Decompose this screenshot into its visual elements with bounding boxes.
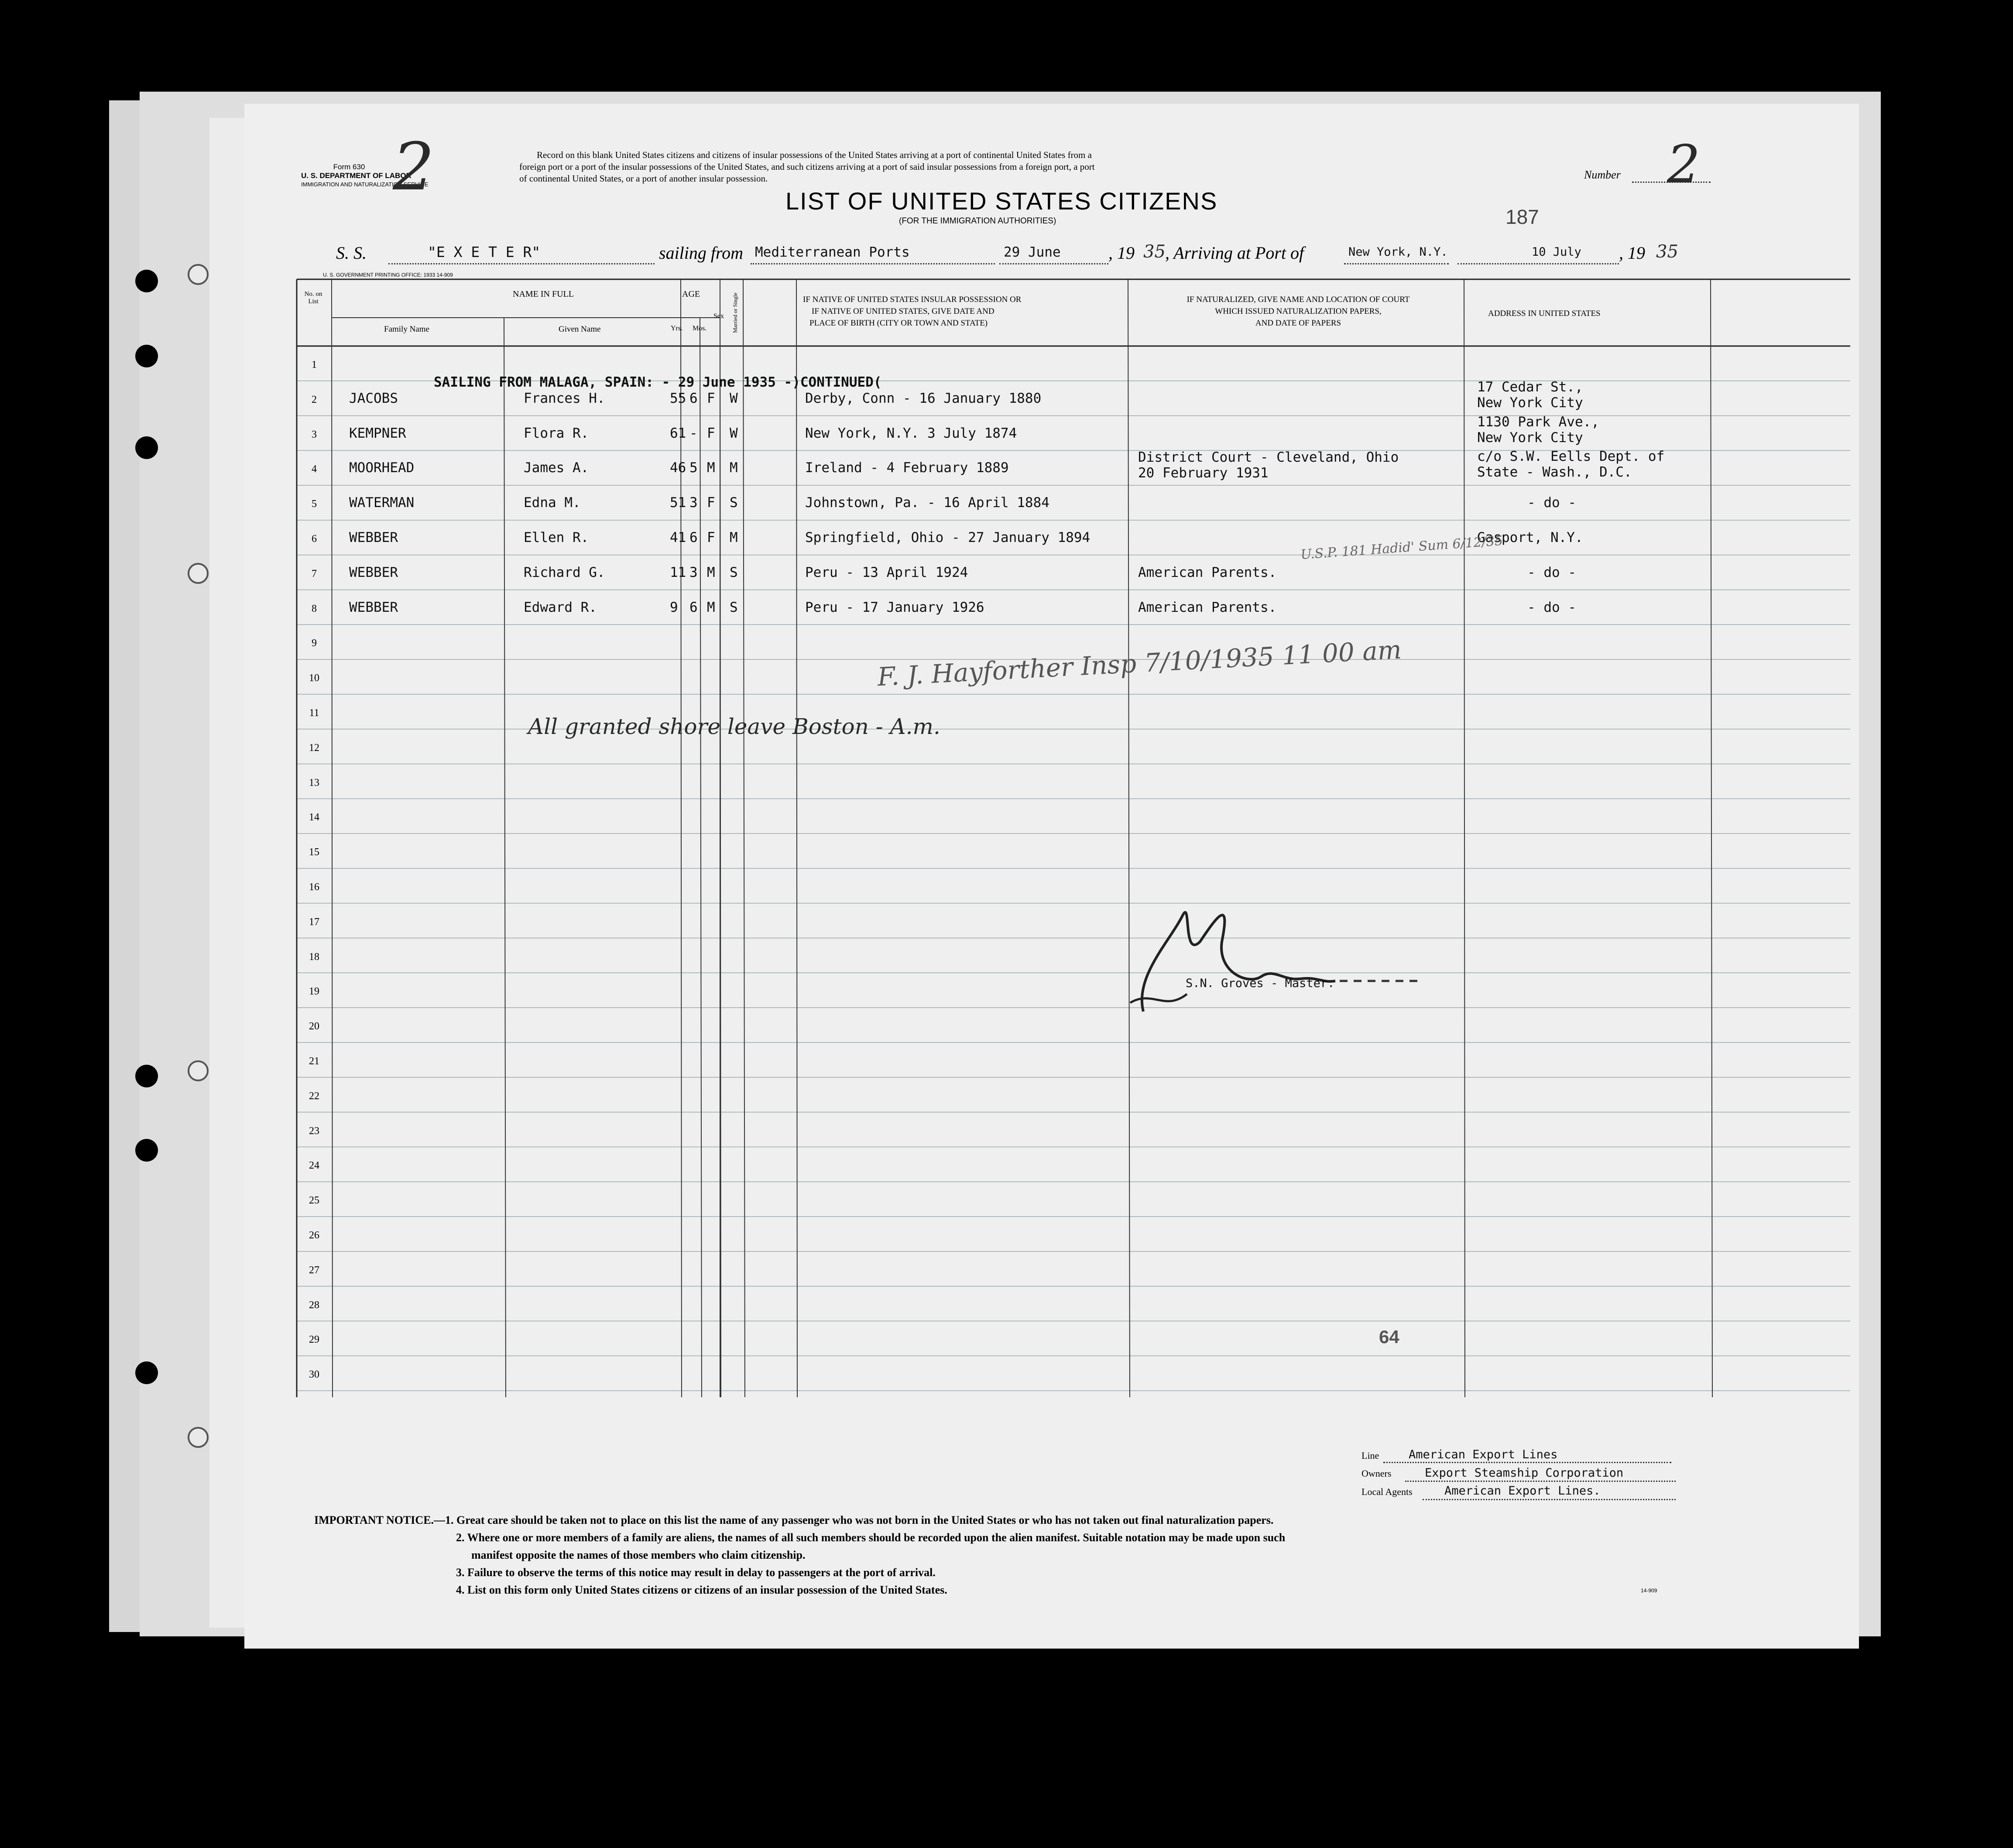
row-number: 26	[309, 1230, 319, 1241]
row-number: 1	[312, 359, 317, 370]
given-name-cell: Richard G.	[524, 564, 605, 580]
notice-item: 4. List on this form only United States citizens or citizens of an insular possession of the United States.	[456, 1584, 947, 1596]
family-name-cell: WATERMAN	[349, 495, 415, 511]
important-notice	[314, 1512, 1285, 1599]
age-months-cell: -	[689, 425, 698, 441]
notice-item: manifest opposite the names of those members who claim citizenship.	[471, 1549, 806, 1561]
arriving-label: , Arriving at Port of	[1165, 243, 1304, 263]
sex-cell: F	[707, 530, 715, 545]
birth-cell: Ireland - 4 February 1889	[805, 460, 1009, 476]
number-value: 2	[1667, 134, 1701, 195]
given-name-cell: Frances H.	[524, 390, 605, 406]
row-number: 6	[312, 533, 317, 545]
given-name-cell: Ellen R.	[524, 530, 589, 545]
row-number: 29	[309, 1334, 319, 1346]
binder-hole-ring	[188, 563, 209, 584]
header-naturalized-line: WHICH ISSUED NATURALIZATION PAPERS,	[1215, 307, 1382, 316]
marital-status-cell: M	[730, 530, 738, 545]
sex-cell: M	[707, 599, 715, 615]
row-number: 30	[309, 1369, 319, 1381]
page-number: 64	[1379, 1327, 1399, 1347]
owners-value: Export Steamship Corporation	[1425, 1466, 1624, 1480]
departure-date: 29 June	[1004, 244, 1061, 260]
row-number: 22	[309, 1090, 319, 1102]
form-number: Form 630	[333, 163, 365, 171]
row-number: 17	[309, 916, 319, 928]
header-married-or-single: Married or Single	[732, 292, 738, 333]
column-line	[1711, 279, 1712, 1397]
binder-hole	[135, 436, 158, 459]
family-name-cell: WEBBER	[349, 564, 398, 580]
sex-cell: F	[707, 425, 715, 441]
column-line	[1128, 279, 1130, 1397]
row6-annotation: U.S.P. 181 Hadid' Sum 6/12/35	[1300, 533, 1504, 563]
given-name-cell: Edna M.	[524, 495, 581, 511]
birth-cell: Springfield, Ohio - 27 January 1894	[805, 530, 1091, 545]
age-months-cell: 6	[689, 599, 698, 615]
notice-item: —1. Great care should be taken not to place on this list the name of any passenger who was not born in the United States or who has not taken out final naturalization papers.	[434, 1514, 1274, 1526]
family-name-cell: JACOBS	[349, 390, 398, 406]
header-birth-line: IF NATIVE OF UNITED STATES INSULAR POSSESSION OR	[803, 295, 1022, 304]
age-years-cell: 46	[670, 460, 686, 476]
agents-underline	[1423, 1499, 1676, 1500]
header-given-name: Given Name	[559, 325, 601, 334]
header-no-on-list: No. on List	[304, 291, 322, 305]
column-line	[796, 279, 797, 1397]
header-birth-line: PLACE OF BIRTH (CITY OR TOWN AND STATE)	[809, 319, 988, 328]
naturalized-cell: American Parents.	[1138, 564, 1277, 580]
family-name-cell: WEBBER	[349, 599, 398, 615]
header-birth-line: IF NATIVE OF UNITED STATES, GIVE DATE AND	[812, 307, 994, 316]
notice-item: 2. Where one or more members of a family are aliens, the names of all such members should be recorded upon the alien manifest. Suitable notation may be made upon such	[456, 1531, 1286, 1544]
given-name-cell: Edward R.	[524, 599, 597, 615]
birth-cell: Peru - 13 April 1924	[805, 564, 968, 580]
arrival-year-prefix: , 19	[1619, 243, 1645, 263]
row-number: 24	[309, 1160, 319, 1172]
master-signature	[1117, 889, 1423, 1033]
notice-item: 3. Failure to observe the terms of this notice may result in delay to passengers at the port of arrival.	[456, 1566, 936, 1579]
handwritten-corner-number: 2	[393, 129, 435, 205]
column-line	[332, 279, 333, 1397]
header-naturalized-line: AND DATE OF PAPERS	[1255, 319, 1341, 328]
birth-cell: Derby, Conn - 16 January 1880	[805, 390, 1042, 406]
column-line	[1464, 279, 1465, 1397]
agents-label: Local Agents	[1361, 1486, 1413, 1497]
sex-cell: M	[707, 460, 715, 476]
marital-status-cell: S	[730, 599, 738, 615]
header-mos: Mos.	[693, 325, 707, 332]
sex-cell: M	[707, 564, 715, 580]
column-line	[743, 279, 745, 1397]
birth-cell: Peru - 17 January 1926	[805, 599, 984, 615]
address-cell: New York City	[1477, 429, 1583, 446]
header-birth-block	[803, 294, 1021, 329]
arrival-year: 35	[1656, 242, 1678, 262]
inspector-annotation: F. J. Hayforther Insp 7/10/1935 11 00 am	[877, 634, 1403, 692]
address-cell: State - Wash., D.C.	[1477, 464, 1632, 480]
row-number: 13	[309, 777, 319, 789]
header-naturalized-block	[1132, 294, 1464, 329]
age-months-cell: 5	[689, 460, 698, 476]
row-number: 2	[312, 394, 317, 405]
age-years-cell: 61	[670, 425, 686, 441]
number-label: Number	[1584, 168, 1621, 181]
header-sex: Sex	[713, 312, 724, 320]
sex-cell: F	[707, 495, 715, 511]
row-number: 5	[312, 498, 317, 510]
binder-hole-ring	[188, 1060, 209, 1081]
owners-label: Owners	[1361, 1468, 1392, 1479]
row-number: 12	[309, 742, 319, 754]
naturalized-cell: District Court - Cleveland, Ohio	[1138, 449, 1399, 466]
record-instructions-line: Record on this blank United States citizens and citizens of insular possessions of the United States arriving at a port of continental United States from a	[537, 150, 1092, 160]
family-name-cell: MOORHEAD	[349, 460, 415, 476]
row-number: 7	[312, 568, 317, 579]
family-name-cell: KEMPNER	[349, 425, 406, 441]
binder-hole-ring	[188, 1427, 209, 1448]
header-name-in-full: NAME IN FULL	[513, 289, 574, 299]
row-number: 25	[309, 1195, 319, 1207]
row-number: 20	[309, 1021, 319, 1032]
marital-status-cell: M	[730, 460, 738, 476]
header-family-name: Family Name	[384, 325, 429, 334]
sex-cell: F	[707, 390, 715, 406]
page-title: LIST OF UNITED STATES CITIZENS	[785, 187, 1218, 215]
page-subtitle: (FOR THE IMMIGRATION AUTHORITIES)	[899, 216, 1056, 226]
binder-hole	[135, 270, 158, 292]
record-instructions-line: of continental United States, or a port of another insular possession.	[519, 173, 768, 184]
row-number: 4	[312, 463, 317, 475]
marital-status-cell: W	[730, 390, 738, 406]
sailing-from-label: sailing from	[659, 243, 743, 263]
agents-value: American Export Lines.	[1444, 1484, 1601, 1498]
row-number: 23	[309, 1125, 319, 1137]
header-address: ADDRESS IN UNITED STATES	[1488, 309, 1601, 318]
manifest-table-grid	[244, 104, 1859, 1649]
birth-cell: New York, N.Y. 3 July 1874	[805, 425, 1017, 441]
row-number: 8	[312, 603, 317, 614]
address-cell: - do -	[1527, 495, 1576, 511]
marital-status-cell: S	[730, 495, 738, 511]
age-years-cell: 51	[670, 495, 686, 511]
sailing-from-value: Mediterranean Ports	[755, 244, 910, 260]
address-cell: Gasport, N.Y.	[1477, 530, 1583, 545]
notice-title: IMPORTANT NOTICE.	[314, 1514, 434, 1526]
age-years-cell: 55	[670, 390, 686, 406]
line-underline	[1383, 1462, 1671, 1463]
departure-year-prefix: , 19	[1108, 243, 1135, 263]
line-value: American Export Lines	[1409, 1448, 1558, 1461]
marital-status-cell: S	[730, 564, 738, 580]
row-number: 14	[309, 812, 319, 823]
age-years-cell: 9	[670, 599, 678, 615]
ship-name: "E X E T E R"	[428, 243, 541, 261]
form-code: 14-909	[1641, 1587, 1657, 1594]
arrival-port: New York, N.Y.	[1348, 245, 1448, 259]
age-months-cell: 3	[689, 495, 698, 511]
naturalized-cell: 20 February 1931	[1138, 465, 1269, 481]
row-number: 28	[309, 1299, 319, 1311]
binder-hole	[135, 345, 158, 367]
row-number: 27	[309, 1264, 319, 1276]
address-cell: - do -	[1527, 599, 1576, 615]
age-years-cell: 41	[670, 530, 686, 545]
row-number: 16	[309, 881, 319, 893]
row-number: 15	[309, 847, 319, 858]
line-label: Line	[1361, 1450, 1379, 1461]
service-line: IMMIGRATION AND NATURALIZATION SERVICE	[301, 181, 429, 188]
row-number: 3	[312, 429, 317, 440]
binder-hole	[135, 1139, 158, 1162]
address-cell: 1130 Park Ave.,	[1477, 414, 1599, 430]
column-line	[700, 318, 702, 1397]
row-number: 18	[309, 951, 319, 963]
manifest-sheet	[244, 104, 1859, 1649]
age-months-cell: 3	[689, 564, 698, 580]
header-age: AGE	[682, 289, 700, 299]
given-name-cell: Flora R.	[524, 425, 589, 441]
header-yrs: Yrs.	[671, 325, 683, 332]
address-cell: New York City	[1477, 394, 1583, 411]
shore-leave-annotation: All granted shore leave Boston - A.m.	[528, 714, 940, 739]
birth-cell: Johnstown, Pa. - 16 April 1884	[805, 495, 1049, 511]
binder-hole-ring	[188, 264, 209, 285]
family-name-cell: WEBBER	[349, 530, 398, 545]
age-years-cell: 11	[670, 564, 686, 580]
age-months-cell: 6	[689, 390, 698, 406]
department-line: U. S. DEPARTMENT OF LABOR	[301, 171, 412, 180]
binder-hole	[135, 1065, 158, 1087]
naturalized-cell: American Parents.	[1138, 599, 1277, 615]
row-number: 10	[309, 672, 319, 684]
address-cell: 17 Cedar St.,	[1477, 379, 1583, 395]
row-number: 9	[312, 638, 317, 649]
age-months-cell: 6	[689, 530, 698, 545]
column-line	[504, 318, 506, 1397]
owners-underline	[1405, 1481, 1676, 1482]
record-instructions-line: foreign port or a port of the insular possessions of the United States, and such citizens arriving at a port of said insular possessions from a foreign port, a port	[519, 161, 1095, 172]
row-number: 21	[309, 1056, 319, 1067]
row-number: 19	[309, 986, 319, 998]
column-line	[681, 279, 682, 1397]
given-name-cell: James A.	[524, 460, 589, 476]
header-naturalized-line: IF NATURALIZED, GIVE NAME AND LOCATION OF COURT	[1187, 295, 1410, 304]
address-cell: - do -	[1527, 564, 1576, 580]
marital-status-cell: W	[730, 425, 738, 441]
binder-hole	[135, 1361, 158, 1384]
departure-year: 35	[1143, 242, 1166, 262]
continued-line: SAILING FROM MALAGA, SPAIN: - 29 June 1935 -)CONTINUED(	[434, 374, 882, 390]
printing-office-note: U. S. GOVERNMENT PRINTING OFFICE: 1933 14-909	[323, 272, 453, 278]
master-name: S.N. Groves - Master.	[1186, 977, 1335, 990]
ss-label: S. S.	[336, 243, 367, 263]
row-number: 11	[309, 707, 319, 719]
address-cell: c/o S.W. Eells Dept. of	[1477, 449, 1665, 465]
stamp-number: 187	[1505, 206, 1539, 228]
arrival-date: 10 July	[1532, 245, 1581, 259]
